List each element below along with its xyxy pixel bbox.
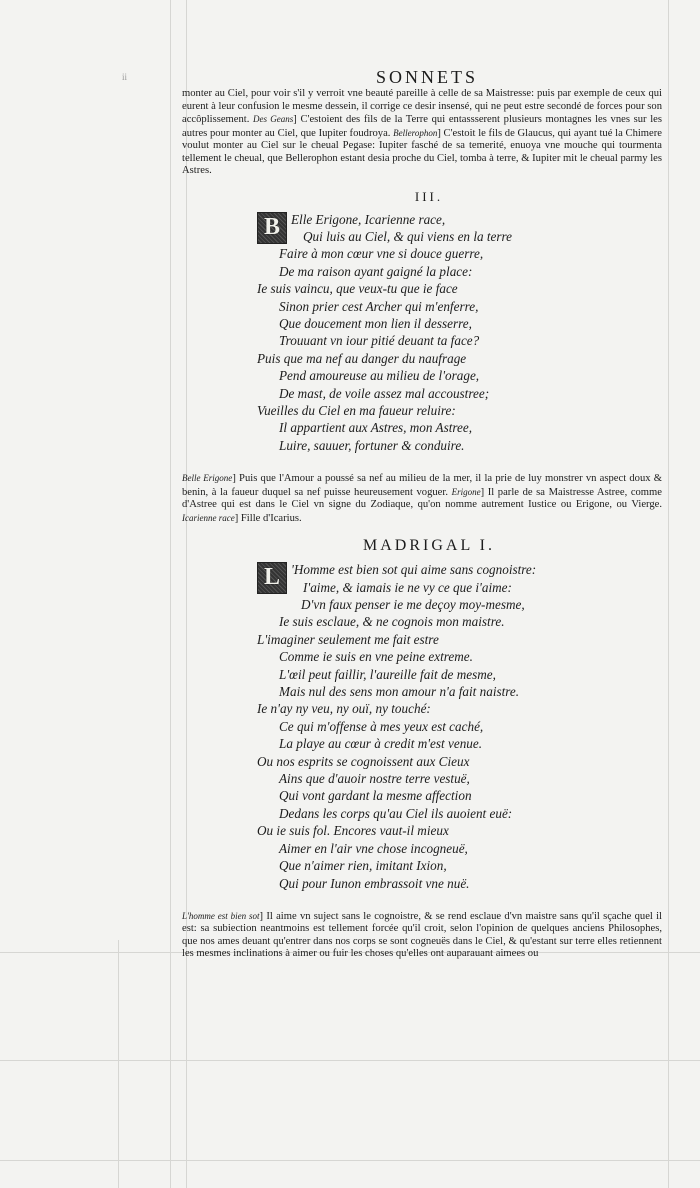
poem-line: La playe au cœur à credit m'est venue. (279, 736, 483, 752)
poem-line: Pend amoureuse au milieu de l'orage, (279, 368, 480, 384)
poem-line: Ie suis vaincu, que veux-tu que ie face (257, 281, 458, 297)
book-page (182, 66, 662, 961)
commentary-lemma: Bellerophon (393, 127, 438, 138)
scan-grid-line (0, 1160, 700, 1161)
decorated-initial: B (257, 212, 287, 244)
scan-grid-line (0, 1060, 700, 1061)
scan-grid-line (668, 0, 669, 1188)
commentary-text: ] Puis que l'Amour a poussé sa nef au milieu de la mer, il la prie de luy monstrer vn aspect doux & benin, à la faueur duquel sa nef puisse heureusement voguer. (182, 473, 662, 498)
poem-line: Ce qui m'offense à mes yeux est caché, (279, 718, 484, 734)
page-mark: ii (122, 72, 128, 82)
commentary-lemma: L'homme est bien sot (182, 910, 260, 921)
madrigal-heading: MADRIGAL I. (363, 537, 495, 555)
poem-line: Vueilles du Ciel en ma faueur reluire: (257, 402, 456, 418)
poem-line: Aimer en l'air vne chose incogneuë, (279, 840, 468, 856)
poem-line: Elle Erigone, Icarienne race, (291, 211, 446, 227)
scan-grid-line (118, 940, 119, 1188)
commentary-text: ] C'estoit le fils de Glaucus, qui ayant tué la Chimere voulut monter au Ciel sur le cheual Pegase: Iupiter fasché de sa temerité, enuoya vne mouche qui tourmenta tellement le cheual, que Bellerophon estant desia proche du Ciel, tomba à terre, & Iupiter mit le cheual parmy les Astres. (182, 127, 662, 176)
poem-line: Mais nul des sens mon amour n'a fait naistre. (279, 684, 520, 700)
madrigal-poem (257, 561, 662, 892)
poem-line: Qui vont gardant la mesme affection (279, 788, 472, 804)
poem-line: Ou ie suis fol. Encores vaut-il mieux (257, 823, 449, 839)
commentary-lemma: Erigone (451, 486, 481, 497)
poem-line: Trouuant vn iour pitié deuant ta face? (279, 333, 480, 349)
commentary-text: ] Il parle de sa Maistresse Astree, comme d'Astree qui est dans le Ciel vn signe du Zodiaque, qu'on nomme autrement Iustice ou Erigone, ou Vierge. (182, 486, 662, 511)
poem-line: Il appartient aux Astres, mon Astree, (279, 420, 473, 436)
poem-line: Que doucement mon lien il desserre, (279, 315, 472, 331)
poem-line: Ains que d'auoir nostre terre vestuë, (279, 771, 470, 787)
poem-line: L'œil peut faillir, l'aureille fait de mesme, (279, 666, 496, 682)
running-header: SONNETS (375, 67, 478, 87)
poem-line: Que n'aimer rien, imitant Ixion, (279, 858, 447, 874)
poem-line: D'vn faux penser ie me deçoy moy-mesme, (301, 597, 525, 612)
commentary-lemma: Des Geans (253, 114, 294, 124)
poem-line: Qui pour Iunon embrassoit vne nuë. (279, 875, 470, 891)
sonnet-poem (257, 211, 662, 455)
commentary-lemma: Belle Erigone (182, 473, 233, 484)
poem-line: De mast, de voile assez mal accoustree; (279, 385, 490, 401)
poem-line: L'imaginer seulement me fait estre (257, 631, 439, 647)
poem-line: Sinon prier cest Archer qui m'enferre, (279, 298, 479, 314)
poem-line: Ou nos esprits se cognoissent aux Cieux (257, 753, 470, 769)
madrigal-commentary (182, 910, 662, 961)
poem-line: Faire à mon cœur vne si douce guerre, (279, 246, 484, 262)
commentary-text: ] C'estoient des fils de la Terre qui entassserent plusieurs montagnes les vnes sur les autres pour monter au Ciel, que Iupiter foudroya. (182, 114, 662, 139)
intro-commentary (182, 88, 662, 178)
poem-line: Dedans les corps qu'au Ciel ils auoient euë: (279, 805, 513, 821)
poem-line: Comme ie suis en vne peine extreme. (279, 649, 473, 665)
poem-line: Ie n'ay ny veu, ny ouï, ny touché: (257, 701, 431, 717)
poem-line: Qui luis au Ciel, & qui viens en la terre (303, 228, 513, 244)
sonnet-heading: III. (414, 188, 444, 204)
poem-line: Puis que ma nef au danger du naufrage (257, 350, 467, 366)
decorated-initial: L (257, 562, 287, 594)
poem-line: De ma raison ayant gaigné la place: (279, 263, 473, 279)
poem-line: Luire, sauuer, fortuner & conduire. (279, 437, 465, 453)
commentary-lemma: Icarienne race (182, 512, 235, 523)
scan-grid-line (170, 0, 171, 1188)
poem-line: I'aime, & iamais ie ne vy ce que i'aime: (303, 579, 512, 595)
poem-line: Ie suis esclaue, & ne cognois mon maistre. (279, 614, 505, 630)
sonnet-commentary (182, 472, 662, 525)
commentary-text: ] Fille d'Icarius. (234, 512, 302, 524)
commentary-text: monter au Ciel, pour voir s'il y verroit vne beauté pareille à celle de sa Maistresse: puis par exemple de ceux qui eurent à leur confusion le mesme dessein, il corrige ce desir insensé, qui ne peut estre secondé de forces pour son accôplissement. (182, 88, 662, 125)
poem-line: 'Homme est bien sot qui aime sans cognoistre: (291, 562, 537, 578)
commentary-text: ] Il aime vn suject sans le cognoistre, & se rend esclaue d'vn maistre sans qu'il sçache quel il est: sa subiection neantmoins est tellement forcée qu'il croit, selon l'opinion de quelques anciens Philosophes, que nos ames deuant qu'entrer dans nos corps se sont cogneuës dans le Ciel, & qu'estant sur terre elles retiennent les mesmes inclinations à aimer ou fuir les choses qu'elles ont auparauant aimees ou (182, 910, 662, 960)
